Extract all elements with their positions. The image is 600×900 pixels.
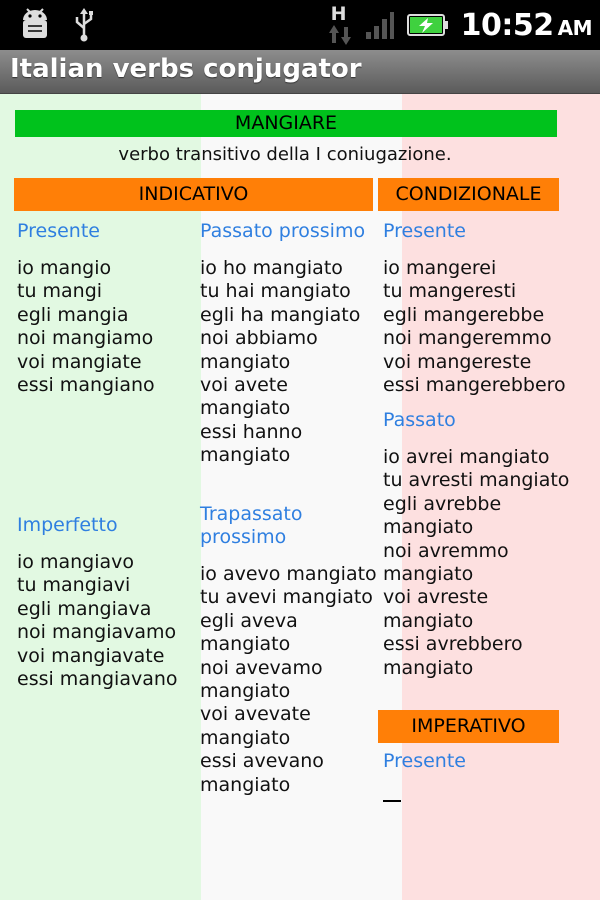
forms-list — [383, 446, 569, 680]
conjugation-form: io avrei mangiato — [383, 446, 550, 468]
conjugation-form: mangiato — [200, 350, 291, 373]
conjugation-form: mangiato — [383, 656, 474, 679]
tense-imperfetto — [17, 514, 178, 691]
tense-title-line2: prossimo — [200, 526, 287, 548]
tense-title: Passato prossimo — [200, 220, 366, 242]
tense-title: Presente — [17, 220, 100, 242]
android-debug-icon — [18, 8, 52, 42]
conjugation-form: noi avevamo — [200, 656, 323, 679]
tense-trapassato-prossimo — [200, 503, 377, 797]
conjugation-table — [0, 94, 600, 900]
conjugation-form: tu mangi — [17, 280, 103, 303]
section-imperativo: IMPERATIVO — [378, 710, 559, 743]
conjugation-form: mangiato — [200, 680, 291, 703]
tense-title: Presente — [383, 220, 466, 242]
conjugation-form: mangiato — [200, 633, 291, 656]
conjugation-form: noi abbiamo — [200, 327, 318, 350]
empty-form-dash — [383, 800, 401, 802]
conjugation-form: tu mangiavi — [17, 574, 131, 597]
conjugation-form: essi avrebbero — [383, 633, 523, 656]
section-indicativo: INDICATIVO — [14, 178, 373, 211]
conjugation-form: io mangiavo — [17, 551, 134, 573]
conjugation-form: noi mangiavamo — [17, 621, 177, 644]
conjugation-form: voi mangereste — [383, 350, 532, 373]
conjugation-form: essi mangiavano — [17, 668, 178, 691]
conjugation-form: mangiato — [200, 397, 291, 420]
verb-infinitive: MANGIARE — [15, 110, 557, 137]
conjugation-form: mangiato — [383, 609, 474, 632]
tense-title: Presente — [383, 750, 466, 772]
battery-charging-icon — [407, 12, 449, 38]
conjugation-form: voi mangiavate — [17, 644, 165, 667]
conjugation-form: tu avevi mangiato — [200, 586, 373, 609]
tense-imperativo-presente — [383, 750, 466, 773]
conjugation-form: io avevo mangiato — [200, 563, 377, 585]
clock: 10:52 AM — [460, 7, 592, 43]
conjugation-form: mangiato — [200, 773, 291, 796]
conjugation-form: egli mangia — [17, 303, 129, 326]
forms-list — [17, 257, 155, 397]
forms-list — [383, 257, 566, 397]
conjugation-form: egli mangerebbe — [383, 303, 545, 326]
usb-icon — [72, 8, 96, 42]
tense-title: Imperfetto — [17, 514, 118, 536]
tense-title-line1: Trapassato — [200, 503, 303, 525]
conjugation-form: egli mangiava — [17, 597, 152, 620]
conjugation-form: voi mangiate — [17, 350, 142, 373]
forms-list — [200, 563, 377, 797]
status-bar — [0, 0, 600, 50]
conjugation-form: mangiato — [383, 563, 474, 586]
conjugation-form: essi avevano — [200, 750, 324, 773]
conjugation-form: mangiato — [200, 726, 291, 749]
conjugation-form: voi avevate — [200, 703, 311, 726]
tense-passato-prossimo — [200, 220, 365, 468]
tense-condizionale-presente — [383, 220, 566, 397]
conjugation-form: noi mangeremmo — [383, 327, 552, 350]
conjugation-form: essi mangiano — [17, 374, 155, 397]
conjugation-form: egli ha mangiato — [200, 303, 361, 326]
conjugation-form: essi hanno — [200, 420, 303, 443]
conjugation-form: mangiato — [383, 516, 474, 539]
conjugation-form: noi avremmo — [383, 539, 509, 562]
conjugation-form: io mangio — [17, 257, 112, 279]
app-title-bar — [0, 50, 600, 94]
conjugation-form: tu hai mangiato — [200, 280, 351, 303]
app-title: Italian verbs conjugator — [10, 54, 362, 84]
tense-indicativo-presente — [17, 220, 155, 397]
conjugation-form: io mangerei — [383, 257, 497, 279]
tense-condizionale-passato — [383, 409, 569, 680]
verb-description: verbo transitivo della I coniugazione. — [118, 144, 452, 165]
network-h-icon: H — [327, 3, 353, 47]
conjugation-form: egli aveva — [200, 609, 298, 632]
conjugation-form: egli avrebbe — [383, 492, 502, 515]
forms-list — [17, 551, 178, 691]
conjugation-form: essi mangerebbero — [383, 374, 566, 397]
signal-icon — [365, 10, 395, 40]
section-condizionale: CONDIZIONALE — [378, 178, 559, 211]
conjugation-form: voi avreste — [383, 586, 489, 609]
conjugation-form: tu mangeresti — [383, 280, 517, 303]
conjugation-form: voi avete — [200, 374, 288, 397]
conjugation-form: tu avresti mangiato — [383, 469, 570, 492]
conjugation-form: mangiato — [200, 444, 291, 467]
forms-list — [200, 257, 365, 468]
conjugation-form: io ho mangiato — [200, 257, 343, 279]
tense-title: Passato — [383, 409, 456, 431]
conjugation-form: noi mangiamo — [17, 327, 154, 350]
